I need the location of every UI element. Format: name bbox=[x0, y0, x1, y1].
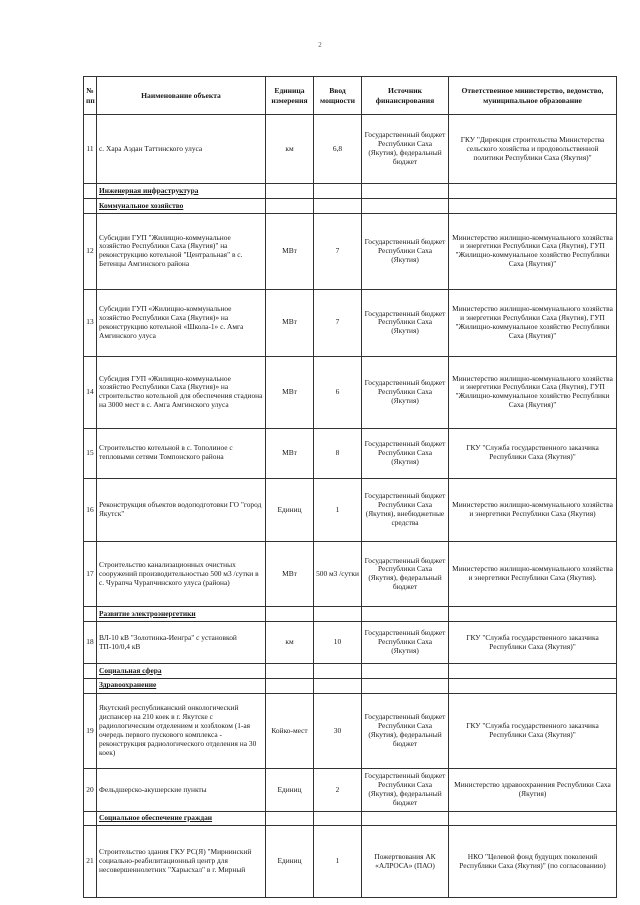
section-title: Социальное обеспечение граждан bbox=[97, 811, 266, 826]
responsible-cell: Министерство жилищно-коммунального хозяйства и энергетики Республики Саха (Якутия), ГУП "Жилищно-коммунальное хозяйство Республики Саха (Якутия)" bbox=[449, 289, 617, 356]
page-number: 2 bbox=[318, 41, 322, 49]
table-row bbox=[84, 289, 617, 356]
responsible-cell: НКО "Целевой фонд будущих поколений Республики Саха (Якутия)" (по согласованию) bbox=[449, 826, 617, 898]
responsible-cell: Министерство жилищно-коммунального хозяйства и энергетики Республики Саха (Якутия) bbox=[449, 479, 617, 542]
header-name: Наименование объекта bbox=[97, 77, 266, 115]
unit-cell: МВт bbox=[266, 213, 314, 289]
table-row bbox=[84, 357, 617, 429]
section-row bbox=[84, 184, 617, 199]
unit-cell: Койко-мест bbox=[266, 693, 314, 769]
section-title: Здравоохранение bbox=[97, 679, 266, 694]
object-name: Субсидии ГУП «Жилищно-коммунальное хозяйство Республики Саха (Якутия)» на реконструкцию котельной «Школа-1» с. Амга Амгинского улуса bbox=[97, 289, 266, 356]
object-name: Строительство котельной в с. Тополиное с тепловыми сетями Томпонского района bbox=[97, 428, 266, 479]
responsible-cell: ГКУ "Служба государственного заказчика Республики Саха (Якутия)" bbox=[449, 428, 617, 479]
responsible-cell: ГКУ "Дирекция строительства Министерства сельского хозяйства и продовольственной политики Республики Саха (Якутия)" bbox=[449, 115, 617, 184]
row-number: 16 bbox=[84, 479, 97, 542]
table-row bbox=[84, 622, 617, 664]
table-row bbox=[84, 428, 617, 479]
table-row bbox=[84, 769, 617, 811]
header-unit: Единица измерения bbox=[266, 77, 314, 115]
table-header-row bbox=[84, 77, 617, 115]
table-row bbox=[84, 826, 617, 898]
funding-source-cell: Государственный бюджет Республики Саха (Якутия) bbox=[362, 213, 449, 289]
section-row bbox=[84, 811, 617, 826]
funding-source-cell: Государственный бюджет Республики Саха (Якутия) bbox=[362, 428, 449, 479]
section-title: Социальная сфера bbox=[97, 664, 266, 679]
funding-source-cell: Государственный бюджет Республики Саха (Якутия), федеральный бюджет bbox=[362, 693, 449, 769]
table-row bbox=[84, 115, 617, 184]
capacity-cell: 500 м3 /сутки bbox=[314, 542, 362, 607]
unit-cell: км bbox=[266, 115, 314, 184]
object-name: Строительство здания ГКУ РС(Я) "Мирнинский социально-реабилитационный центр для несовершеннолетних "Харысхал" в г. Мирный bbox=[97, 826, 266, 898]
funding-source-cell: Государственный бюджет Республики Саха (Якутия) bbox=[362, 622, 449, 664]
section-title: Коммунальное хозяйство bbox=[97, 199, 266, 214]
responsible-cell: Министерство жилищно-коммунального хозяйства и энергетики Республики Саха (Якутия). bbox=[449, 542, 617, 607]
unit-cell: МВт bbox=[266, 289, 314, 356]
capacity-cell: 6 bbox=[314, 357, 362, 429]
capacity-cell: 7 bbox=[314, 213, 362, 289]
table-row bbox=[84, 542, 617, 607]
funding-source-cell: Государственный бюджет Республики Саха (Якутия), внебюджетные средства bbox=[362, 479, 449, 542]
funding-source-cell: Пожертвования АК «АЛРОСА» (ПАО) bbox=[362, 826, 449, 898]
header-responsible: Ответственное министерство, ведомство, муниципальное образование bbox=[449, 77, 617, 115]
header-capacity: Ввод мощности bbox=[314, 77, 362, 115]
table-row bbox=[84, 213, 617, 289]
capacity-cell: 8 bbox=[314, 428, 362, 479]
object-name: ВЛ-10 кВ "Золотинка-Иенгра" с установкой ТП-10/0,4 кВ bbox=[97, 622, 266, 664]
row-number: 14 bbox=[84, 357, 97, 429]
row-number: 19 bbox=[84, 693, 97, 769]
funding-source-cell: Государственный бюджет Республики Саха (Якутия) bbox=[362, 289, 449, 356]
row-number: 12 bbox=[84, 213, 97, 289]
object-name: Якутский республиканский онкологический диспансер на 210 коек в г. Якутске с радиологическим отделением и хозблоком (1-ая очередь первого пускового комплекса - реконструкция радиологического отделения на 30 коек) bbox=[97, 693, 266, 769]
section-row bbox=[84, 607, 617, 622]
capacity-cell: 1 bbox=[314, 826, 362, 898]
responsible-cell: ГКУ "Служба государственного заказчика Республики Саха (Якутия)" bbox=[449, 693, 617, 769]
row-number: 17 bbox=[84, 542, 97, 607]
row-number: 18 bbox=[84, 622, 97, 664]
section-title: Инженерная инфраструктура bbox=[97, 184, 266, 199]
capacity-cell: 2 bbox=[314, 769, 362, 811]
section-row bbox=[84, 664, 617, 679]
row-number: 13 bbox=[84, 289, 97, 356]
funding-source-cell: Государственный бюджет Республики Саха (Якутия), федеральный бюджет bbox=[362, 542, 449, 607]
funding-source-cell: Государственный бюджет Республики Саха (Якутия) bbox=[362, 357, 449, 429]
table-row bbox=[84, 479, 617, 542]
unit-cell: Единиц bbox=[266, 826, 314, 898]
object-name: Субсидии ГУП "Жилищно-коммунальное хозяйство Республики Саха (Якутия)" на реконструкцию котельной "Центральная" в с. Бетенцы Амгинского района bbox=[97, 213, 266, 289]
responsible-cell: Министерство здравоохранения Республики Саха (Якутия) bbox=[449, 769, 617, 811]
capacity-cell: 10 bbox=[314, 622, 362, 664]
unit-cell: МВт bbox=[266, 357, 314, 429]
row-number: 20 bbox=[84, 769, 97, 811]
row-number: 15 bbox=[84, 428, 97, 479]
object-name: Субсидия ГУП «Жилищно-коммунальное хозяйство Республики Саха (Якутия)» на строительство котельной для обеспечения стадиона на 3000 мест в с. Амга Амгинского улуса bbox=[97, 357, 266, 429]
responsible-cell: ГКУ "Служба государственного заказчика Республики Саха (Якутия)" bbox=[449, 622, 617, 664]
investment-objects-table bbox=[83, 76, 617, 898]
object-name: с. Хара Аэдан Таттинского улуса bbox=[97, 115, 266, 184]
row-number: 21 bbox=[84, 826, 97, 898]
unit-cell: МВт bbox=[266, 428, 314, 479]
object-name: Реконструкция объектов водоподготовки ГО "город Якутск" bbox=[97, 479, 266, 542]
row-number: 11 bbox=[84, 115, 97, 184]
capacity-cell: 7 bbox=[314, 289, 362, 356]
unit-cell: МВт bbox=[266, 542, 314, 607]
section-title: Развитие электроэнергетики bbox=[97, 607, 266, 622]
object-name: Строительство канализационных очистных сооружений производительностью 500 м3 /сутки в с. Чурапча Чурапчинского улуса (района) bbox=[97, 542, 266, 607]
header-num: № пп bbox=[84, 77, 97, 115]
capacity-cell: 6,8 bbox=[314, 115, 362, 184]
object-name: Фельдшерско-акушерские пункты bbox=[97, 769, 266, 811]
table-row bbox=[84, 693, 617, 769]
funding-source-cell: Государственный бюджет Республики Саха (Якутия), федеральный бюджет bbox=[362, 115, 449, 184]
section-row bbox=[84, 679, 617, 694]
unit-cell: км bbox=[266, 622, 314, 664]
unit-cell: Единиц bbox=[266, 769, 314, 811]
responsible-cell: Министерство жилищно-коммунального хозяйства и энергетики Республики Саха (Якутия), ГУП "Жилищно-коммунальное хозяйство Республики Саха (Якутия)" bbox=[449, 213, 617, 289]
capacity-cell: 1 bbox=[314, 479, 362, 542]
unit-cell: Единиц bbox=[266, 479, 314, 542]
capacity-cell: 30 bbox=[314, 693, 362, 769]
responsible-cell: Министерство жилищно-коммунального хозяйства и энергетики Республики Саха (Якутия), ГУП "Жилищно-коммунальное хозяйство Республики Саха (Якутия)" bbox=[449, 357, 617, 429]
section-row bbox=[84, 199, 617, 214]
header-source: Источник финансирования bbox=[362, 77, 449, 115]
funding-source-cell: Государственный бюджет Республики Саха (Якутия), федеральный бюджет bbox=[362, 769, 449, 811]
